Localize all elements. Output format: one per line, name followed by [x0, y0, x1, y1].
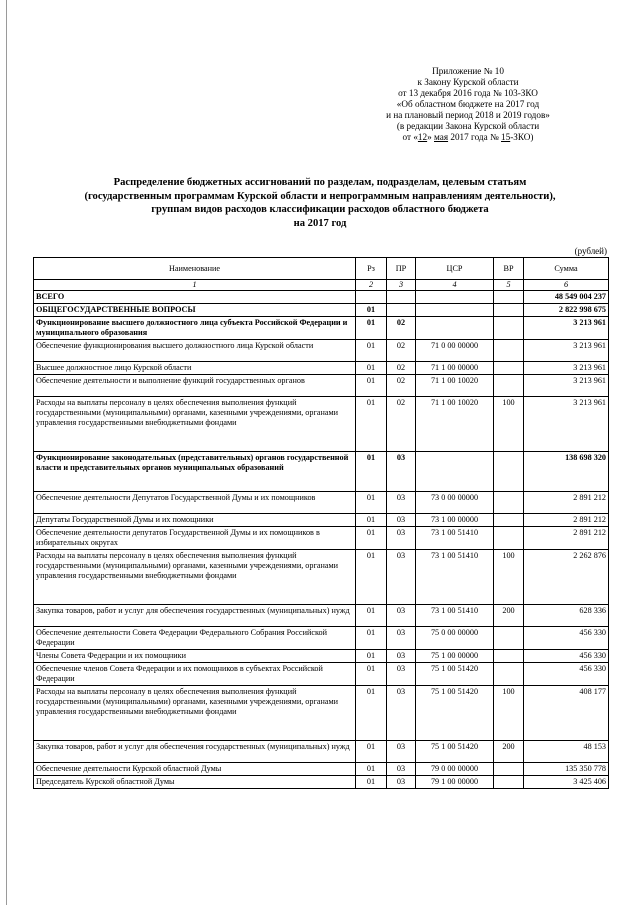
name-cell: Расходы на выплаты персоналу в целях обеспечения выполнения функций государственными (муниципальными) органами, казенными учреждениями, органами управления государственными внебюджетными фондами [34, 550, 356, 605]
index-cell: 1 [34, 280, 356, 291]
pr-cell: 02 [387, 362, 416, 375]
vr-cell: 200 [494, 605, 524, 627]
rz-cell: 01 [356, 527, 387, 550]
sum-cell: 2 891 212 [524, 514, 609, 527]
name-cell: Обеспечение деятельности депутатов Государственной Думы и их помощников в избирательных округах [34, 527, 356, 550]
table-row [34, 763, 609, 776]
csr-cell: 79 1 00 00000 [416, 776, 494, 789]
table-row [34, 362, 609, 375]
sum-cell: 3 213 961 [524, 362, 609, 375]
scan-edge-line [6, 0, 7, 905]
appendix-line: «Об областном бюджете на 2017 год [396, 99, 540, 109]
rz-cell: 01 [356, 776, 387, 789]
name-cell: Председатель Курской областной Думы [34, 776, 356, 789]
vr-cell [494, 362, 524, 375]
title-line: Распределение бюджетных ассигнований по разделам, подразделам, целевым статьям [113, 177, 527, 188]
pr-cell: 03 [387, 776, 416, 789]
appendix-line: и на плановый период 2018 и 2019 годов» [386, 110, 550, 120]
sum-cell: 3 213 961 [524, 375, 609, 397]
name-cell: Депутаты Государственной Думы и их помощники [34, 514, 356, 527]
index-cell: 4 [416, 280, 494, 291]
csr-cell: 75 1 00 51420 [416, 663, 494, 686]
vr-cell [494, 375, 524, 397]
csr-cell: 71 1 00 10020 [416, 375, 494, 397]
table-row [34, 527, 609, 550]
amendment-mid: » [427, 132, 434, 142]
name-cell: Обеспечение деятельности Депутатов Государственной Думы и их помощников [34, 492, 356, 514]
title-line: группам видов расходов классификации расходов областного бюджета [151, 204, 489, 215]
table-row [34, 340, 609, 362]
name-cell: Обеспечение деятельности Курской областной Думы [34, 763, 356, 776]
table-row [34, 550, 609, 605]
rz-cell: 01 [356, 686, 387, 741]
csr-cell: 73 1 00 51410 [416, 550, 494, 605]
vr-cell [494, 452, 524, 492]
sum-cell: 48 549 004 237 [524, 291, 609, 304]
table-row [34, 492, 609, 514]
vr-cell [494, 776, 524, 789]
name-cell: Закупка товаров, работ и услуг для обеспечения государственных (муниципальных) нужд [34, 605, 356, 627]
pr-cell [387, 291, 416, 304]
csr-cell [416, 452, 494, 492]
rz-cell: 01 [356, 741, 387, 763]
csr-cell: 75 1 00 51420 [416, 686, 494, 741]
name-cell: Члены Совета Федерации и их помощники [34, 650, 356, 663]
pr-cell: 03 [387, 605, 416, 627]
csr-cell: 75 0 00 00000 [416, 627, 494, 650]
sum-cell: 48 153 [524, 741, 609, 763]
amendment-year: 2017 года № [448, 132, 502, 142]
name-cell: Расходы на выплаты персоналу в целях обеспечения выполнения функций государственными (муниципальными) органами, казенными учреждениями, органами управления государственными внебюджетными фондами [34, 686, 356, 741]
csr-cell [416, 304, 494, 317]
sum-cell: 456 330 [524, 663, 609, 686]
sum-cell: 2 262 876 [524, 550, 609, 605]
name-cell: Функционирование высшего должностного лица субъекта Российской Федерации и муниципального образования [34, 317, 356, 340]
document-title [40, 176, 600, 230]
table-row [34, 605, 609, 627]
csr-cell: 73 1 00 00000 [416, 514, 494, 527]
title-line: (государственным программам Курской области и непрограммным направлениям деятельности), [84, 190, 556, 202]
sum-cell: 138 698 320 [524, 452, 609, 492]
vr-cell [494, 763, 524, 776]
header-rz: Рз [356, 258, 387, 280]
vr-cell [494, 514, 524, 527]
rz-cell: 01 [356, 627, 387, 650]
sum-cell: 628 336 [524, 605, 609, 627]
header-vr: ВР [494, 258, 524, 280]
pr-cell: 03 [387, 763, 416, 776]
header-sum: Сумма [524, 258, 609, 280]
amendment-day: 12 [417, 132, 428, 142]
name-cell: Обеспечение функционирования высшего должностного лица Курской области [34, 340, 356, 362]
appendix-header [378, 66, 558, 143]
table-index-row [34, 280, 609, 291]
vr-cell: 200 [494, 741, 524, 763]
index-cell: 5 [494, 280, 524, 291]
vr-cell: 100 [494, 686, 524, 741]
sum-cell: 2 891 212 [524, 527, 609, 550]
rz-cell: 01 [356, 663, 387, 686]
index-cell: 6 [524, 280, 609, 291]
pr-cell: 02 [387, 340, 416, 362]
currency-unit-label: (рублей) [574, 246, 607, 256]
rz-cell: 01 [356, 550, 387, 605]
sum-cell: 2 891 212 [524, 492, 609, 514]
csr-cell: 75 1 00 51420 [416, 741, 494, 763]
rz-cell: 01 [356, 514, 387, 527]
name-cell: Обеспечение членов Совета Федерации и их помощников в субъектах Российской Федерации [34, 663, 356, 686]
appendix-line: к Закону Курской области [417, 77, 519, 87]
sum-cell: 135 350 778 [524, 763, 609, 776]
table-row [34, 686, 609, 741]
csr-cell: 73 0 00 00000 [416, 492, 494, 514]
sum-cell: 3 425 406 [524, 776, 609, 789]
csr-cell: 73 1 00 51410 [416, 605, 494, 627]
rz-cell [356, 291, 387, 304]
rz-cell: 01 [356, 452, 387, 492]
header-name: Наименование [34, 258, 356, 280]
table-row [34, 741, 609, 763]
pr-cell: 02 [387, 317, 416, 340]
sum-cell: 456 330 [524, 627, 609, 650]
header-pr: ПР [387, 258, 416, 280]
name-cell: ВСЕГО [34, 291, 356, 304]
appendix-line: (в редакции Закона Курской области [396, 121, 540, 131]
table-row [34, 514, 609, 527]
table-row [34, 375, 609, 397]
name-cell: ОБЩЕГОСУДАРСТВЕННЫЕ ВОПРОСЫ [34, 304, 356, 317]
table-row [34, 304, 609, 317]
table-row [34, 650, 609, 663]
rz-cell: 01 [356, 317, 387, 340]
pr-cell: 03 [387, 492, 416, 514]
table-row [34, 776, 609, 789]
table-row [34, 452, 609, 492]
sum-cell: 408 177 [524, 686, 609, 741]
name-cell: Функционирование законодательных (представительных) органов государственной власти и представительных органов муниципальных образований [34, 452, 356, 492]
pr-cell: 03 [387, 452, 416, 492]
table-header-row [34, 258, 609, 280]
rz-cell: 01 [356, 763, 387, 776]
vr-cell: 100 [494, 397, 524, 452]
pr-cell: 03 [387, 741, 416, 763]
vr-cell [494, 492, 524, 514]
pr-cell: 03 [387, 686, 416, 741]
header-csr: ЦСР [416, 258, 494, 280]
csr-cell [416, 291, 494, 304]
sum-cell: 3 213 961 [524, 397, 609, 452]
index-cell: 2 [356, 280, 387, 291]
title-line: на 2017 год [293, 217, 347, 229]
vr-cell [494, 340, 524, 362]
csr-cell: 71 0 00 00000 [416, 340, 494, 362]
table-row [34, 397, 609, 452]
vr-cell [494, 304, 524, 317]
appendix-line-amendment-date [378, 132, 558, 143]
table-row [34, 291, 609, 304]
sum-cell: 456 330 [524, 650, 609, 663]
vr-cell [494, 663, 524, 686]
rz-cell: 01 [356, 340, 387, 362]
pr-cell: 02 [387, 397, 416, 452]
vr-cell [494, 527, 524, 550]
vr-cell [494, 650, 524, 663]
rz-cell: 01 [356, 650, 387, 663]
csr-cell: 75 1 00 00000 [416, 650, 494, 663]
csr-cell: 71 1 00 00000 [416, 362, 494, 375]
appendix-line: от 13 декабря 2016 года № 103-ЗКО [398, 88, 538, 98]
rz-cell: 01 [356, 605, 387, 627]
amendment-month: мая [434, 132, 449, 142]
appendix-line: Приложение № 10 [432, 66, 504, 76]
pr-cell: 03 [387, 627, 416, 650]
pr-cell: 03 [387, 550, 416, 605]
pr-cell: 03 [387, 527, 416, 550]
budget-table [33, 257, 609, 789]
table-row [34, 317, 609, 340]
rz-cell: 01 [356, 362, 387, 375]
name-cell: Обеспечение деятельности Совета Федерации Федерального Собрания Российской Федерации [34, 627, 356, 650]
pr-cell: 03 [387, 514, 416, 527]
vr-cell [494, 627, 524, 650]
pr-cell: 02 [387, 375, 416, 397]
amendment-prefix: от « [402, 132, 418, 142]
sum-cell: 3 213 961 [524, 317, 609, 340]
vr-cell: 100 [494, 550, 524, 605]
csr-cell: 79 0 00 00000 [416, 763, 494, 776]
name-cell: Высшее должностное лицо Курской области [34, 362, 356, 375]
rz-cell: 01 [356, 397, 387, 452]
rz-cell: 01 [356, 492, 387, 514]
rz-cell: 01 [356, 375, 387, 397]
index-cell: 3 [387, 280, 416, 291]
csr-cell [416, 317, 494, 340]
name-cell: Расходы на выплаты персоналу в целях обеспечения выполнения функций государственными (муниципальными) органами, казенными учреждениями, органами управления государственными внебюджетными фондами [34, 397, 356, 452]
table-row [34, 627, 609, 650]
pr-cell [387, 304, 416, 317]
table-row [34, 663, 609, 686]
vr-cell [494, 317, 524, 340]
csr-cell: 71 1 00 10020 [416, 397, 494, 452]
name-cell: Закупка товаров, работ и услуг для обеспечения государственных (муниципальных) нужд [34, 741, 356, 763]
sum-cell: 2 822 998 675 [524, 304, 609, 317]
csr-cell: 73 1 00 51410 [416, 527, 494, 550]
sum-cell: 3 213 961 [524, 340, 609, 362]
amendment-number: 15 [501, 132, 511, 142]
vr-cell [494, 291, 524, 304]
pr-cell: 03 [387, 663, 416, 686]
pr-cell: 03 [387, 650, 416, 663]
rz-cell: 01 [356, 304, 387, 317]
name-cell: Обеспечение деятельности и выполнение функций государственных органов [34, 375, 356, 397]
amendment-suffix: -ЗКО) [510, 132, 534, 142]
